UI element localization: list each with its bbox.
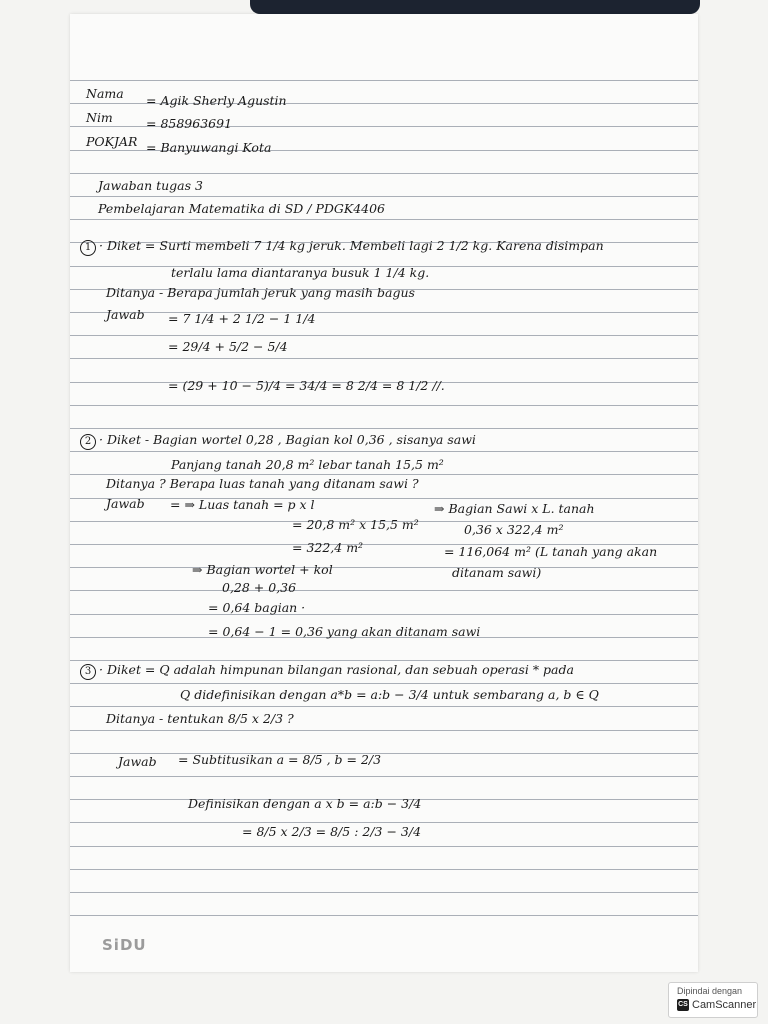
- ruled-line: [70, 80, 698, 81]
- q2-luas-result: = 322,4 m²: [292, 540, 364, 555]
- ruled-line: [70, 846, 698, 847]
- q3-definisi: Definisikan dengan a x b = a:b − 3/4: [188, 796, 422, 811]
- q2-sawi-step1: 0,36 x 322,4 m²: [464, 522, 564, 537]
- task-title: Jawaban tugas 3: [98, 178, 203, 193]
- ruled-line: [70, 173, 698, 174]
- q1-step2: = 29/4 + 5/2 − 5/4: [168, 339, 288, 354]
- label-nim: Nim: [86, 110, 113, 125]
- q2-bagian-sum: = 0,64 bagian ·: [208, 600, 306, 615]
- ruled-line: [70, 428, 698, 429]
- ruled-line: [70, 335, 698, 336]
- ruled-line: [70, 660, 698, 661]
- q1-diket-text: · Diket = Surti membeli 7 1/4 kg jeruk. Membeli lagi 2 1/2 kg. Karena disimpan: [99, 238, 604, 253]
- circled-number-1: 1: [80, 240, 96, 256]
- circled-number-2: 2: [80, 434, 96, 450]
- q1-diket-line2: terlalu lama diantaranya busuk 1 1/4 kg.: [171, 265, 430, 280]
- ruled-line: [70, 706, 698, 707]
- q3-diket-text: · Diket = Q adalah himpunan bilangan rasional, dan sebuah operasi * pada: [99, 662, 574, 677]
- ruled-line: [70, 915, 698, 916]
- ruled-line: [70, 776, 698, 777]
- ruled-line: [70, 405, 698, 406]
- q1-step1: = 7 1/4 + 2 1/2 − 1 1/4: [168, 311, 316, 326]
- ruled-line: [70, 892, 698, 893]
- ruled-line: [70, 219, 698, 220]
- q3-step1: = 8/5 x 2/3 = 8/5 : 2/3 − 3/4: [242, 824, 422, 839]
- q1-step3: = (29 + 10 − 5)/4 = 34/4 = 8 2/4 = 8 1/2 //.: [168, 378, 445, 393]
- q2-bagian-wortel: ⇒ Bagian wortel + kol: [192, 562, 333, 577]
- ruled-line: [70, 474, 698, 475]
- ruled-line: [70, 567, 698, 568]
- ruled-line: [70, 312, 698, 313]
- ruled-line: [70, 683, 698, 684]
- q2-luas-tanah: = ⇒ Luas tanah = p x l: [170, 497, 315, 512]
- label-pokjar: POKJAR: [86, 134, 138, 149]
- circled-number-3: 3: [80, 664, 96, 680]
- q1-jawab-label: Jawab: [106, 307, 145, 322]
- ruled-line: [70, 869, 698, 870]
- ruled-line: [70, 822, 698, 823]
- course-title: Pembelajaran Matematika di SD / PDGK4406: [98, 201, 386, 216]
- q2-diket: [80, 432, 476, 450]
- value-pokjar: = Banyuwangi Kota: [146, 140, 272, 155]
- value-nama: = Agik Sherly Agustin: [146, 93, 287, 108]
- q2-sawi-result-line2: ditanam sawi): [452, 565, 542, 580]
- ruled-line: [70, 451, 698, 452]
- notebook-brand: SiDU: [102, 936, 147, 954]
- ruled-line: [70, 730, 698, 731]
- ruled-line: [70, 753, 698, 754]
- q3-jawab-label: Jawab: [118, 754, 157, 769]
- scanner-top-edge: [250, 0, 700, 14]
- q2-bagian-values: 0,28 + 0,36: [222, 580, 297, 595]
- q2-final: = 0,64 − 1 = 0,36 yang akan ditanam sawi: [208, 624, 481, 639]
- watermark-brand-text: CamScanner: [692, 999, 757, 1011]
- q1-diket: [80, 238, 604, 256]
- q3-substitusi: = Subtitusikan a = 8/5 , b = 2/3: [178, 752, 382, 767]
- ruled-line: [70, 590, 698, 591]
- q3-diket-line2: Q didefinisikan dengan a*b = a:b − 3/4 untuk sembarang a, b ∈ Q: [180, 687, 599, 702]
- ruled-line: [70, 498, 698, 499]
- q3-diket: [80, 662, 574, 680]
- watermark-caption: Dipindai dengan: [677, 986, 743, 996]
- q2-diket-line2: Panjang tanah 20,8 m² lebar tanah 15,5 m²: [171, 457, 444, 472]
- camscanner-logo-icon: CS: [677, 999, 689, 1011]
- q1-ditanya: Ditanya - Berapa jumlah jeruk yang masih bagus: [106, 285, 415, 300]
- camscanner-watermark: [668, 982, 758, 1018]
- q2-sawi-result: = 116,064 m² (L tanah yang akan: [444, 544, 658, 559]
- ruled-line: [70, 614, 698, 615]
- label-nama: Nama: [86, 86, 124, 101]
- q2-diket-text: · Diket - Bagian wortel 0,28 , Bagian kol 0,36 , sisanya sawi: [99, 432, 476, 447]
- ruled-line: [70, 358, 698, 359]
- q2-luas-step1: = 20,8 m² x 15,5 m²: [292, 517, 419, 532]
- ruled-line: [70, 196, 698, 197]
- value-nim: = 858963691: [146, 116, 233, 131]
- watermark-brand: [677, 999, 756, 1011]
- q3-ditanya: Ditanya - tentukan 8/5 x 2/3 ?: [106, 711, 294, 726]
- q2-bagian-sawi: ⇒ Bagian Sawi x L. tanah: [434, 501, 595, 516]
- q2-jawab-label: Jawab: [106, 496, 145, 511]
- q2-ditanya: Ditanya ? Berapa luas tanah yang ditanam sawi ?: [106, 476, 419, 491]
